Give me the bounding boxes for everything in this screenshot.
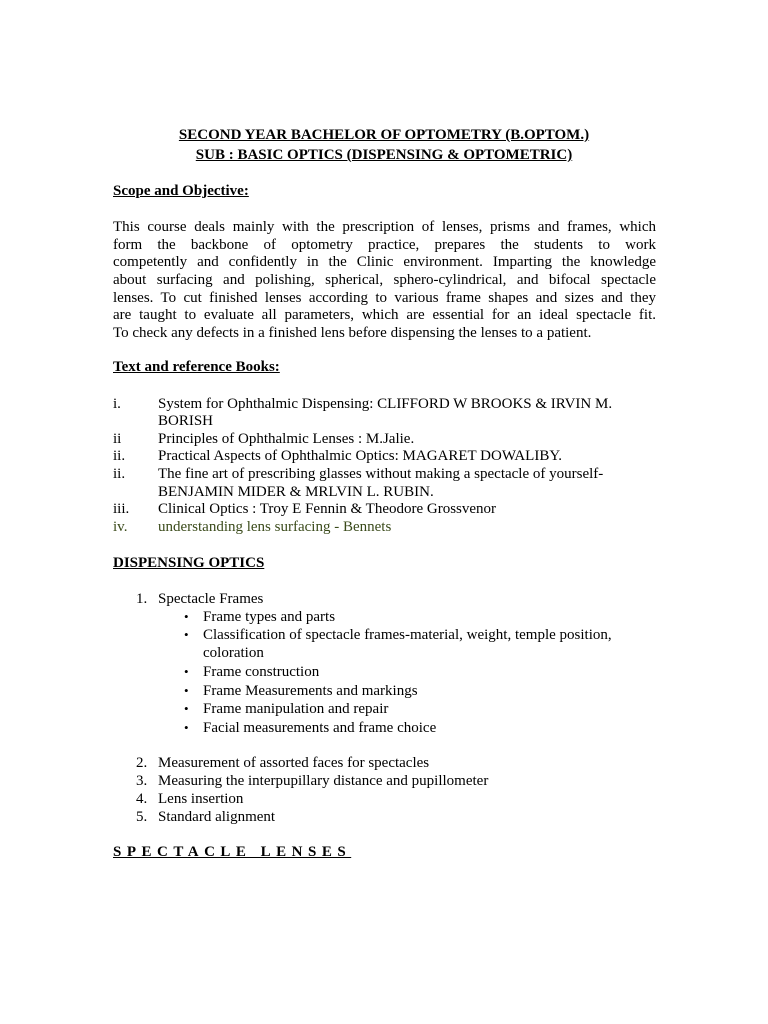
list-number: 5. bbox=[136, 809, 148, 825]
reference-text: Principles of Ophthalmic Lenses : M.Jalie. bbox=[158, 431, 415, 447]
bullet-icon: • bbox=[184, 720, 189, 735]
scope-line: competently and confidently in the Clinic environment. Imparting the knowledge bbox=[113, 254, 656, 271]
list-number: 2. bbox=[136, 755, 148, 771]
bullet-icon: • bbox=[184, 609, 189, 624]
list-item: Standard alignment bbox=[158, 809, 276, 825]
list-item: Measurement of assorted faces for spectacles bbox=[158, 755, 430, 771]
reference-text: Practical Aspects of Ophthalmic Optics: MAGARET DOWALIBY. bbox=[158, 448, 562, 464]
scope-line: form the backbone of optometry practice, prepares the students to work bbox=[113, 236, 656, 253]
scope-line: are taught to evaluate all parameters, which are essential for an ideal spectacle fit. bbox=[113, 307, 656, 324]
reference-text-cont: BORISH bbox=[158, 413, 214, 429]
scope-paragraph bbox=[113, 218, 656, 342]
title-line-1: SECOND YEAR BACHELOR OF OPTOMETRY (B.OPTOM.) bbox=[178, 127, 590, 143]
list-number: 3. bbox=[136, 773, 148, 789]
bullet-icon: • bbox=[184, 627, 189, 642]
bullet-item: Frame manipulation and repair bbox=[203, 701, 389, 717]
scope-line: lenses. To cut finished lenses according to various frame shapes and sizes and they bbox=[113, 289, 656, 306]
reference-number: i. bbox=[113, 396, 121, 412]
scope-line: To check any defects in a finished lens before dispensing the lenses to a patient. bbox=[113, 325, 592, 342]
title-line-2: SUB : BASIC OPTICS (DISPENSING & OPTOMETRIC) bbox=[195, 147, 573, 163]
bullet-icon: • bbox=[184, 683, 189, 698]
reference-text-cont: BENJAMIN MIDER & MRLVIN L. RUBIN. bbox=[158, 484, 434, 500]
reference-number: ii bbox=[113, 431, 122, 447]
list-item: Lens insertion bbox=[158, 791, 244, 807]
bullet-item: Facial measurements and frame choice bbox=[203, 720, 437, 736]
bullet-item-cont: coloration bbox=[203, 645, 264, 661]
list-number: 1. bbox=[136, 591, 148, 607]
reference-text: System for Ophthalmic Dispensing: CLIFFORD W BROOKS & IRVIN M. bbox=[158, 396, 613, 412]
reference-text: understanding lens surfacing - Bennets bbox=[158, 519, 392, 535]
list-item-spectacle-frames: Spectacle Frames bbox=[158, 591, 264, 607]
reference-number: ii. bbox=[113, 466, 126, 482]
bullet-icon: • bbox=[184, 664, 189, 679]
reference-number: iii. bbox=[113, 501, 130, 517]
bullet-icon: • bbox=[184, 701, 189, 716]
reference-number: iv. bbox=[113, 519, 128, 535]
bullet-item: Frame construction bbox=[203, 664, 320, 680]
scope-line: This course deals mainly with the prescription of lenses, prisms and frames, which bbox=[113, 219, 656, 235]
reference-number: ii. bbox=[113, 448, 126, 464]
lenses-heading: SPECTACLE LENSES bbox=[113, 844, 352, 860]
scope-line: about surfacing and polishing, spherical, sphero-cylindrical, and bifocal spectacle bbox=[113, 272, 656, 289]
reference-text: Clinical Optics : Troy E Fennin & Theodore Grossvenor bbox=[158, 501, 497, 517]
bullet-item: Frame types and parts bbox=[203, 609, 336, 625]
reference-text: The fine art of prescribing glasses without making a spectacle of yourself- bbox=[158, 466, 604, 482]
list-item: Measuring the interpupillary distance and pupillometer bbox=[158, 773, 489, 789]
bullet-item: Classification of spectacle frames-material, weight, temple position, bbox=[203, 627, 612, 643]
references-heading: Text and reference Books: bbox=[113, 359, 280, 375]
dispensing-heading: DISPENSING OPTICS bbox=[113, 555, 265, 571]
list-number: 4. bbox=[136, 791, 148, 807]
scope-heading: Scope and Objective: bbox=[113, 183, 249, 199]
bullet-item: Frame Measurements and markings bbox=[203, 683, 418, 699]
